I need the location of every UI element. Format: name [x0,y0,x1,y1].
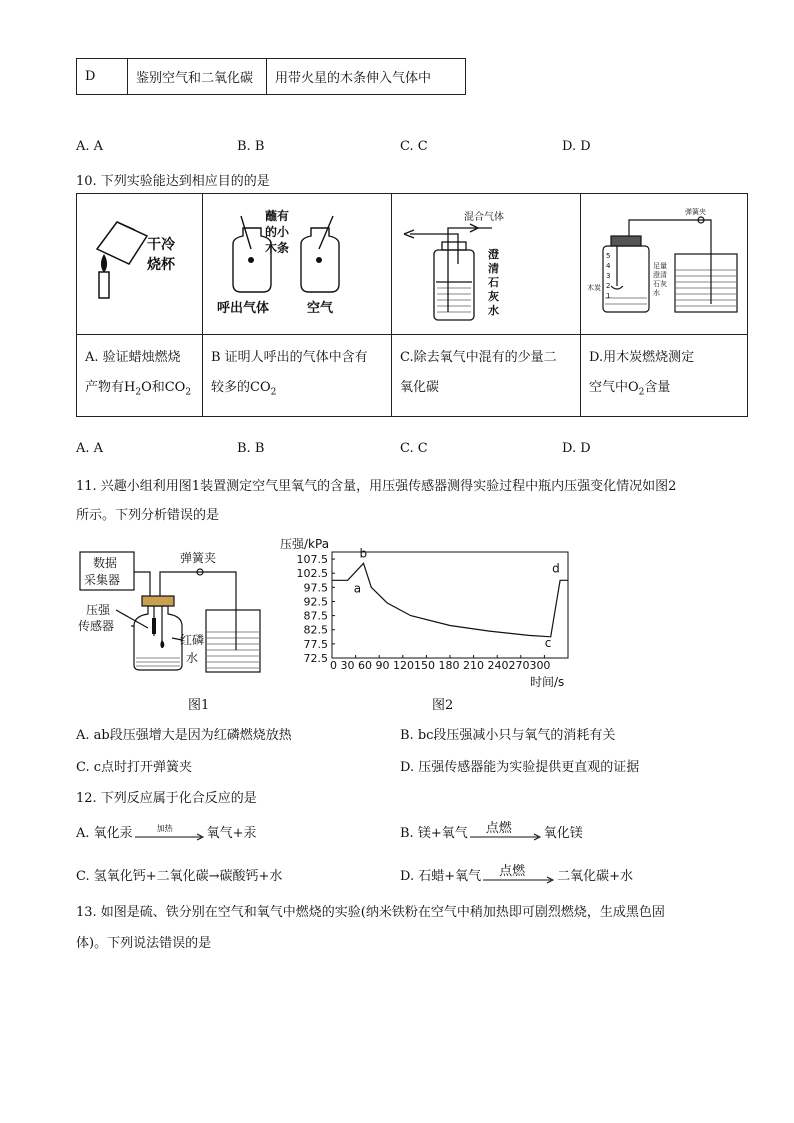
q10-stem: 10. 下列实验能达到相应目的的是 [76,174,270,189]
label-clip: 弹簧夹 [685,208,706,216]
option-c[interactable]: C. C [400,139,428,154]
chart-frame [332,552,568,658]
chart-point-label: c [544,635,552,650]
charcoal-burning-apparatus-illustration [581,194,747,330]
arrow-icon [135,833,205,841]
q12-option-a[interactable] [76,822,257,841]
chart-ytick-label: 102.5 [296,567,328,581]
label-data: 数据 [93,556,118,570]
label-dry-cold: 干冷 [147,237,175,253]
label-dipped: 蘸有 [265,209,290,223]
q11-option-b[interactable]: B. bc段压强减小只与氧气的消耗有关 [400,728,616,743]
cell-b-line2 [211,373,383,408]
label-d-3: 石灰 [653,280,667,288]
cell-c-line1: C.除去氧气中混有的少量二 [400,350,557,365]
arrow-icon [470,833,542,841]
chart-ytick-label: 97.5 [303,581,328,595]
sub: 2 [270,387,277,398]
cell-option: D [77,59,128,95]
answer-table-top [76,58,466,95]
label-d-2: 澄清 [653,271,667,279]
q13-stem-line2: 体)。下列说法错误的是 [76,936,212,951]
figure1-apparatus [76,540,296,675]
text: 较多的CO [211,380,271,395]
label-collector: 采集器 [84,573,121,587]
label-mixed-gas: 混合气体 [464,212,504,223]
label-small: 的小 [265,225,290,239]
chart-ytick-label: 72.5 [303,652,328,665]
option-a[interactable]: A. A [76,139,104,154]
label-d-4: 水 [653,289,660,297]
q10-cell-c [392,335,581,417]
condition-ignite: 点燃 [499,863,526,879]
text: 空气中O [589,380,639,395]
option-d[interactable]: D. D [562,441,591,456]
label-c1: 澄 [488,248,499,261]
option-a[interactable]: A. A [76,441,104,456]
cell-a-line1: A. 验证蜡烛燃烧 [85,350,181,365]
label-exhaled: 呼出气体 [217,301,270,316]
product: 二氧化碳+水 [557,869,634,884]
beaker-over-candle-illustration [77,194,202,330]
mark-1: 1 [606,292,611,300]
product: 氧气+汞 [206,826,257,841]
wooden-stick-bottles-illustration [203,194,391,330]
q11-stem-line1: 11. 兴趣小组利用图1装置测定空气里氧气的含量，用压强传感器测得实验过程中瓶内压强变化情况如图2 [76,479,677,494]
label-water: 水 [186,651,199,665]
q11-option-a[interactable]: A. ab段压强增大是因为红磷燃烧放热 [76,728,292,743]
mark-5: 5 [606,252,611,260]
q11-option-c[interactable]: C. c点时打开弹簧夹 [76,760,193,775]
q10-image-d [581,194,748,335]
figure2-caption: 图2 [432,698,454,713]
q11-option-d[interactable]: D. 压强传感器能为实验提供更直观的证据 [400,760,640,775]
reactant: D. 石蜡+氧气 [400,869,482,884]
chart-point-label: a [353,581,362,596]
arrow-icon [483,876,555,884]
chart-point-label: b [359,546,368,561]
q13-stem-line1: 13. 如图是硫、铁分别在空气和氧气中燃烧的实验(纳米铁粉在空气中稍加热即可剧烈燃烧，生成黑色固 [76,905,665,920]
cell-a-line2 [85,373,194,408]
ignite-arrow [483,863,555,884]
heat-arrow [135,823,205,841]
q10-cell-a [77,335,203,417]
q10-cell-d [581,335,748,417]
mark-3: 3 [606,272,611,280]
chart-xlabel: 时间/s [530,675,565,689]
mark-2: 2 [606,282,611,290]
figure2-pressure-chart [272,534,582,694]
label-spring-clip: 弹簧夹 [180,551,217,565]
chart-ylabel: 压强/kPa [280,537,330,551]
q10-image-b [203,194,392,335]
cell-purpose: 鉴别空气和二氧化碳 [128,59,267,95]
label-red-phosphorus: 红磷 [180,633,205,647]
chart-ytick-label: 82.5 [303,623,328,637]
chart-ytick-label: 92.5 [303,595,328,609]
option-d[interactable]: D. D [562,139,591,154]
chart-ytick-label: 87.5 [303,609,328,623]
q12-option-d[interactable] [400,865,633,884]
label-c3: 石 [488,276,499,289]
q10-cell-b [203,335,392,417]
cell-c-line2: 氧化碳 [400,380,440,395]
label-air: 空气 [307,301,334,316]
sub: 2 [185,387,192,398]
reactant: B. 镁+氧气 [400,826,468,841]
label-c4: 灰 [488,290,499,303]
label-sensor: 传感器 [78,619,115,633]
label-c2: 清 [488,262,499,275]
label-beaker: 烧杯 [147,257,175,273]
chart-point-label: d [552,561,560,576]
chart-ytick-label: 77.5 [303,637,328,651]
cell-method: 用带火星的木条伸入气体中 [267,59,466,95]
chart-xtick-labels: 0 30 60 90 120150 180 210 240270300 [330,659,551,672]
q12-option-b[interactable] [400,822,583,841]
option-c[interactable]: C. C [400,441,428,456]
condition-heat: 加热 [156,823,173,833]
q10-image-a [77,194,203,335]
reactant: A. 氧化汞 [76,826,133,841]
cell-b-line1: B 证明人呼出的气体中含有 [211,350,368,365]
label-charcoal: 木炭 [587,284,601,292]
label-d-1: 足量 [653,262,667,270]
label-pressure: 压强 [86,603,111,617]
option-b[interactable]: B. B [237,139,265,154]
label-c5: 水 [488,304,499,317]
option-b[interactable]: B. B [237,441,265,456]
product: 氧化镁 [543,826,583,841]
sub: 2 [638,387,645,398]
text: 含量 [644,380,671,395]
q12-option-c[interactable]: C. 氢氧化钙+二氧化碳→碳酸钙+水 [76,869,283,884]
sub: 2 [135,387,142,398]
cell-d-line1: D.用木炭燃烧测定 [589,350,695,365]
text: O和CO [141,380,186,395]
chart-ytick-label: 107.5 [296,553,328,567]
ignite-arrow [470,820,542,841]
figure1-caption: 图1 [188,698,210,713]
q10-table [76,193,748,417]
condition-ignite: 点燃 [485,820,512,836]
label-stick: 木条 [265,241,290,255]
cell-d-line2 [589,373,739,408]
mark-4: 4 [606,262,611,270]
q10-image-c [392,194,581,335]
q12-stem: 12. 下列反应属于化合反应的是 [76,791,257,806]
text: 产物有H [85,380,136,395]
q11-stem-line2: 所示。下列分析错误的是 [76,508,220,523]
chart-series-line [332,563,568,637]
gas-washing-bottle-illustration [392,194,580,330]
